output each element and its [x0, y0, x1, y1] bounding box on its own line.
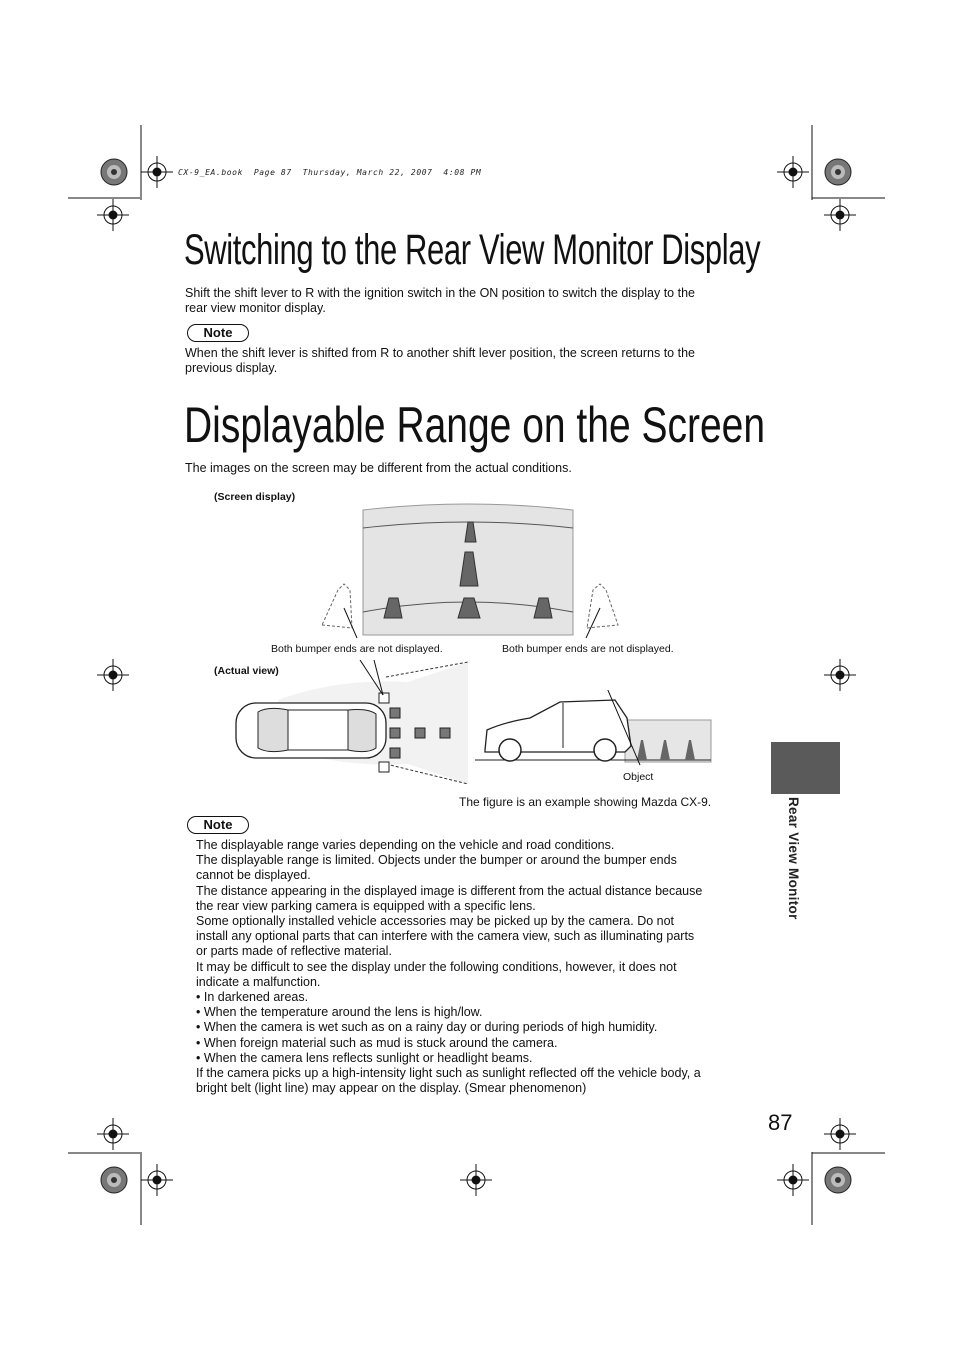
note-line: • When the camera lens reflects sunlight or headlight beams. — [196, 1050, 533, 1065]
hidden-cone-icon — [322, 584, 352, 628]
chapter-tab — [771, 742, 840, 794]
actual-view-top-figure — [228, 660, 468, 785]
section-title-switching: Switching to the Rear View Monitor Display — [184, 226, 761, 274]
note-line: The displayable range varies depending on the vehicle and road conditions. — [196, 838, 615, 852]
object-label: Object — [623, 771, 654, 783]
note-line: the rear view parking camera is equipped with a specific lens. — [196, 898, 536, 913]
note-line: • When foreign material such as mud is stuck around the camera. — [196, 1035, 558, 1050]
note-line: install any optional parts that can interfere with the camera view, such as illuminating parts — [196, 929, 695, 944]
section2-intro: The images on the screen may be different from the actual conditions. — [185, 461, 572, 475]
actual-view-label: (Actual view) — [214, 665, 279, 677]
note-line: previous display. — [185, 361, 278, 375]
note-line: If the camera picks up a high-intensity light such as sunlight reflected off the vehicle body, a — [196, 1066, 701, 1081]
page-number: 87 — [768, 1110, 793, 1135]
note-line: indicate a malfunction. — [196, 974, 321, 989]
hidden-cone-icon — [587, 584, 618, 628]
body-line: Shift the shift lever to R with the ignition switch in the ON position to switch the display to the — [185, 286, 695, 300]
screen-display-figure — [300, 500, 640, 645]
note-line: The distance appearing in the displayed image is different from the actual distance because — [196, 883, 703, 898]
figure-caption: The figure is an example showing Mazda CX-9. — [459, 795, 712, 809]
screen-display-label: (Screen display) — [214, 491, 296, 503]
note-line: • When the camera is wet such as on a rainy day or during periods of high humidity. — [196, 1020, 658, 1035]
note-line: When the shift lever is shifted from R to another shift lever position, the screen returns to the — [185, 346, 695, 360]
note-badge: Note — [187, 816, 249, 834]
note-line: or parts made of reflective material. — [196, 944, 392, 959]
note-badge: Note — [187, 324, 249, 342]
note-list — [196, 838, 702, 1096]
print-file-info: CX-9_EA.book Page 87 Thursday, March 22, 2007 4:08 PM — [178, 168, 482, 177]
note-line: The displayable range is limited. Objects under the bumper or around the bumper ends — [196, 853, 677, 868]
actual-view-side-figure — [475, 690, 715, 770]
section1-body — [185, 286, 695, 316]
note-line: • In darkened areas. — [196, 990, 309, 1005]
note-line: It may be difficult to see the display under the following conditions, however, it does not — [196, 959, 677, 974]
note-line: bright belt (light line) may appear on the display. (Smear phenomenon) — [196, 1081, 587, 1096]
note-line: cannot be displayed. — [196, 868, 311, 883]
note-line: • When the temperature around the lens is high/low. — [196, 1005, 483, 1020]
section1-note-text — [185, 346, 695, 376]
bumper-right-label: Both bumper ends are not displayed. — [502, 643, 674, 655]
body-line: rear view monitor display. — [185, 301, 326, 315]
bumper-left-label: Both bumper ends are not displayed. — [271, 643, 443, 655]
note-line: Some optionally installed vehicle accessories may be picked up by the camera. Do not — [196, 914, 675, 929]
chapter-tab-label: Rear View Monitor — [786, 797, 801, 920]
section-title-displayable-range: Displayable Range on the Screen — [184, 397, 766, 453]
